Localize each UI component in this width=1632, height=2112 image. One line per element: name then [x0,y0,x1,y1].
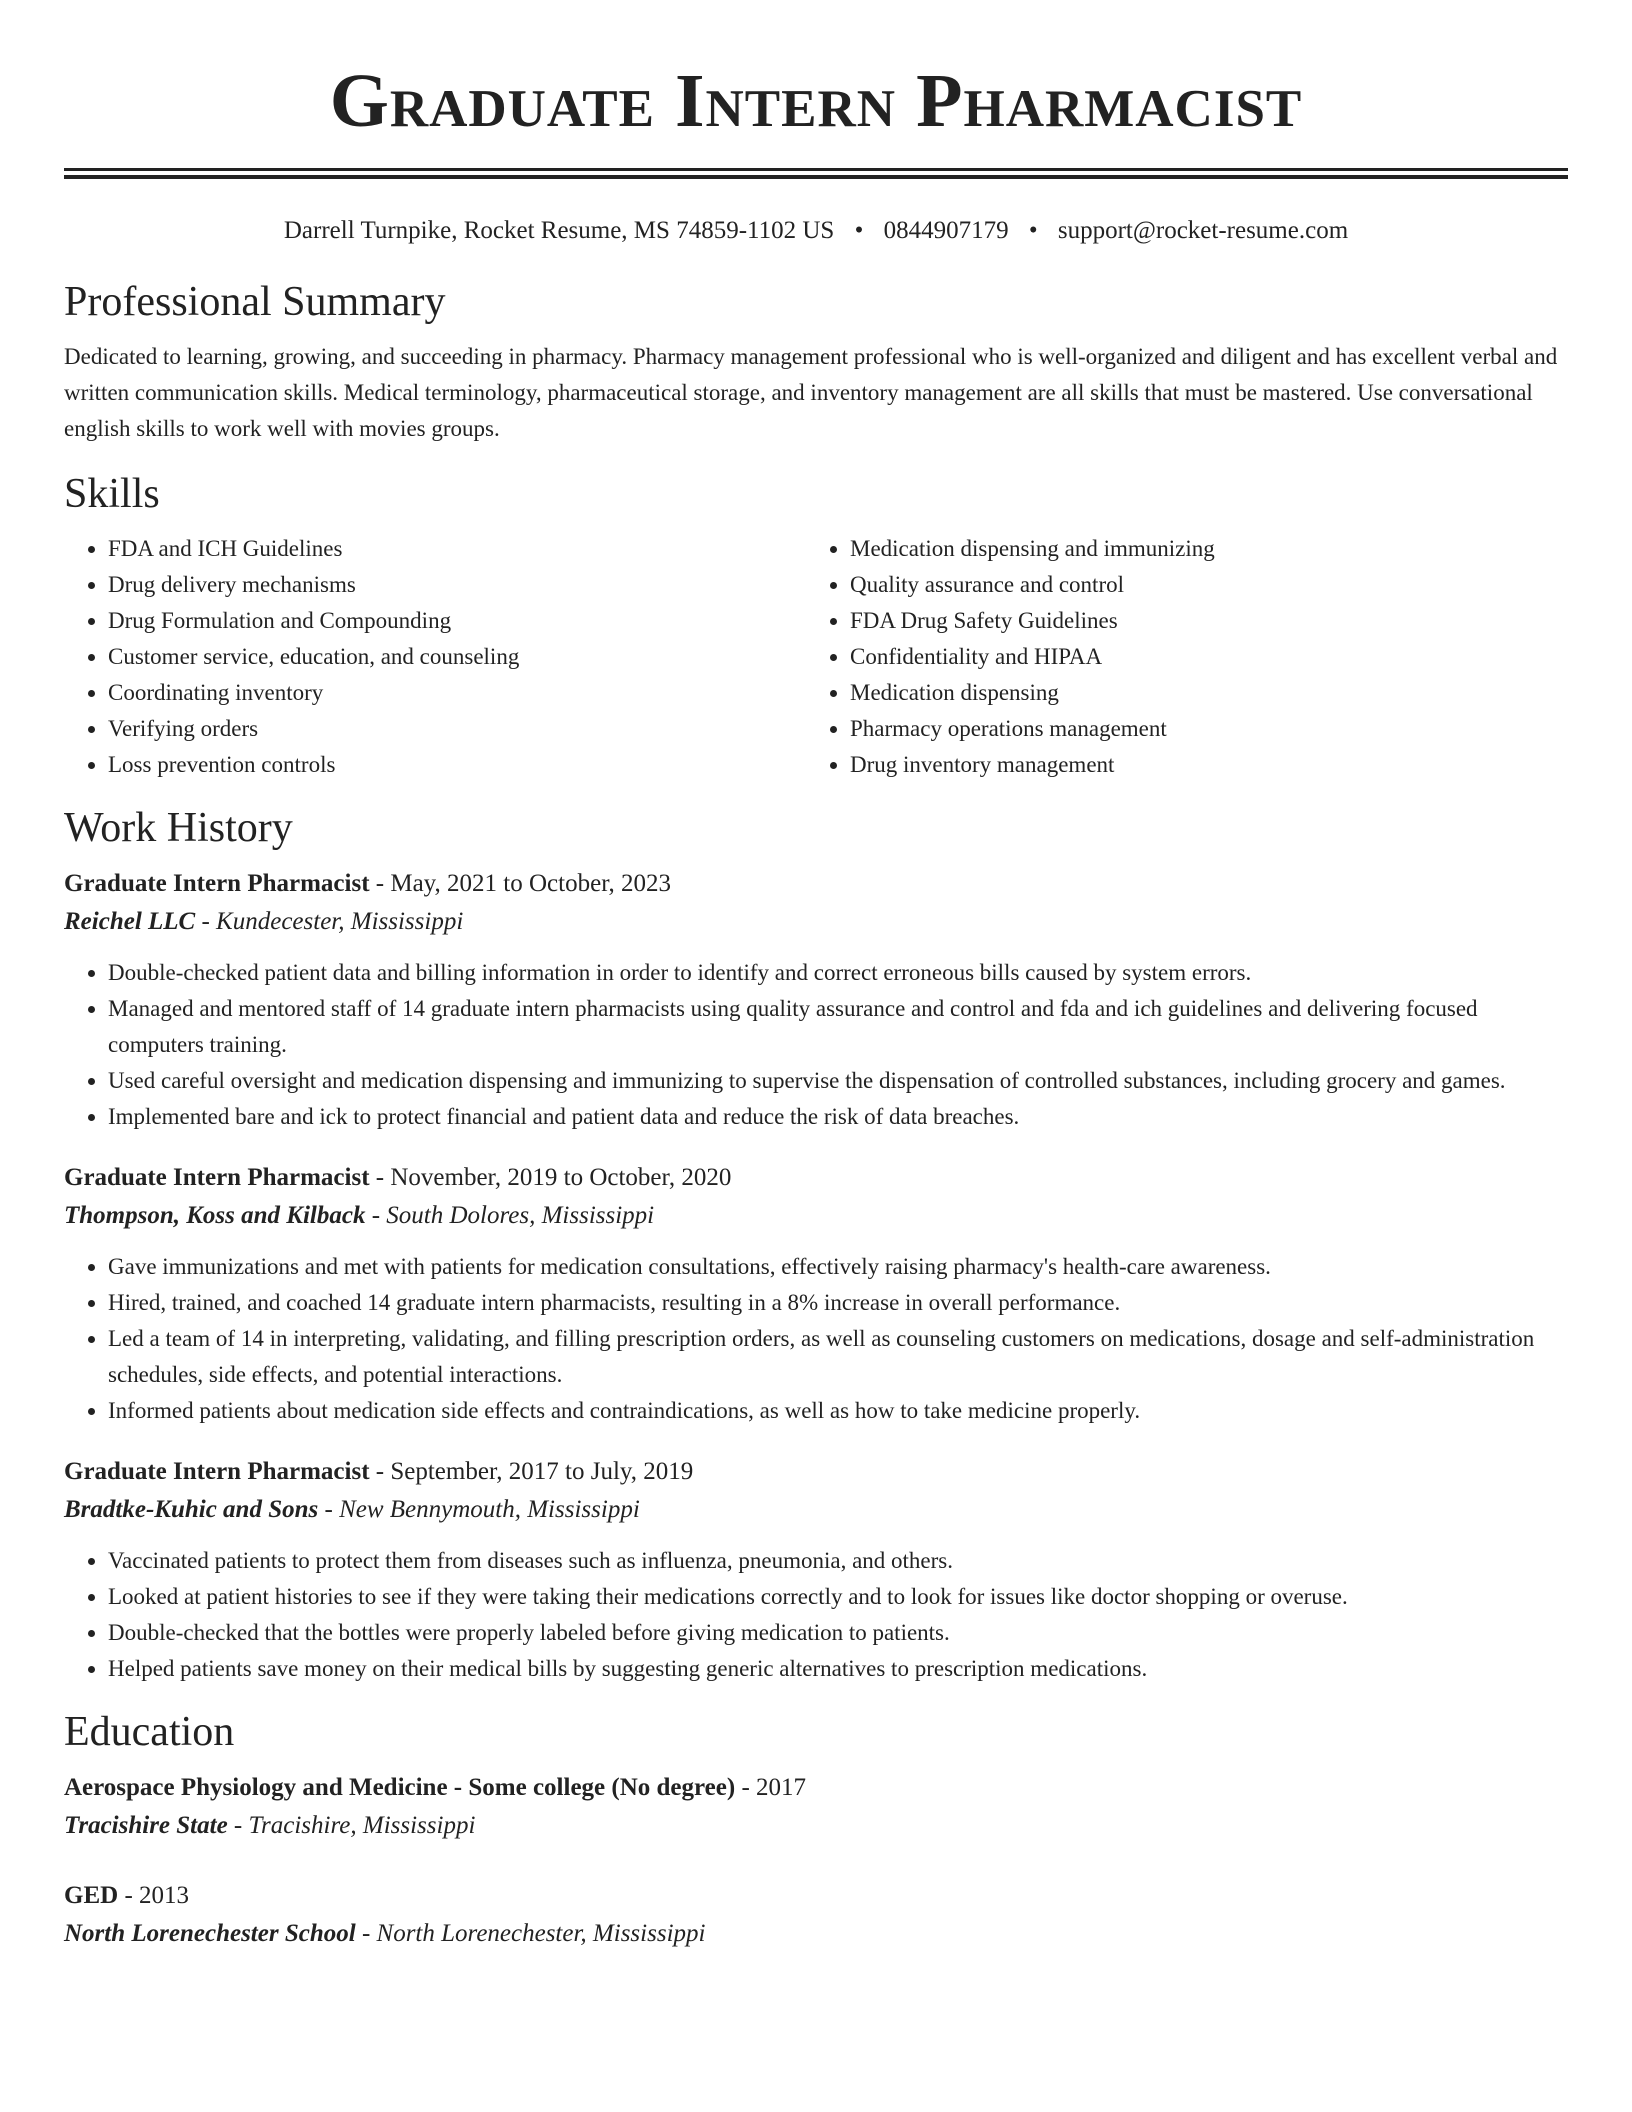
job-bullet: • Managed and mentored staff of 14 graduate intern pharmacists using quality assurance and control and fda and ich guidelines and delivering focused computers training. [108,991,1568,1063]
job-bullet: • Implemented bare and ick to protect financial and patient data and reduce the risk of data breaches. [108,1099,1568,1135]
education-entry [64,1769,1568,1845]
education-heading: Education [64,1709,235,1755]
skill-item: • Verifying orders [108,711,806,747]
skill-item: • Drug Formulation and Compounding [108,603,806,639]
education-school: North Lorenechester School [64,1920,356,1947]
job-entry [64,865,1568,1135]
job-bullet: • Looked at patient histories to see if they were taking their medications correctly and to look for issues like doctor shopping or overuse. [108,1579,1568,1615]
summary-heading: Professional Summary [64,279,446,325]
job-title-line [64,1159,1568,1197]
education-year: - 2013 [118,1882,190,1909]
skill-item: • Customer service, education, and counseling [108,639,806,675]
job-bullet: • Hired, trained, and coached 14 graduate intern pharmacists, resulting in a 8% increase in overall performance. [108,1285,1568,1321]
job-bullet: • Double-checked that the bottles were properly labeled before giving medication to patients. [108,1615,1568,1651]
contact-separator: • [1028,217,1038,244]
work-heading: Work History [64,805,293,851]
job-dates: - September, 2017 to July, 2019 [369,1458,694,1485]
job-bullets [64,955,1568,1135]
skill-item: • Loss prevention controls [108,747,806,783]
skill-item: • Medication dispensing [850,675,1548,711]
job-company: Bradtke-Kuhic and Sons [64,1496,319,1523]
skills-list-right [806,531,1548,783]
skills-heading: Skills [64,471,160,517]
job-bullet: • Gave immunizations and met with patients for medication consultations, effectively raising pharmacy's health-care awareness. [108,1249,1568,1285]
contact-email[interactable]: support@rocket-resume.com [1057,217,1349,244]
job-entry [64,1159,1568,1429]
contact-address: Darrell Turnpike, Rocket Resume, MS 74859-1102 US [283,217,835,244]
education-school-line [64,1807,1568,1845]
skill-item: • FDA Drug Safety Guidelines [850,603,1548,639]
skills-column-right [806,531,1548,783]
education-school-line [64,1915,1568,1953]
job-company-line [64,1491,1568,1529]
job-dates: - November, 2019 to October, 2020 [369,1164,732,1191]
skill-item: • Medication dispensing and immunizing [850,531,1548,567]
job-bullets [64,1249,1568,1429]
job-bullet: • Informed patients about medication side effects and contraindications, as well as how to take medicine properly. [108,1393,1568,1429]
education-degree: Aerospace Physiology and Medicine - Some college (No degree) [64,1774,736,1801]
job-bullet: • Led a team of 14 in interpreting, validating, and filling prescription orders, as well as counseling customers on medications, dosage and self-administration schedules, side effects, and potential interactions. [108,1321,1568,1393]
skill-item: • Coordinating inventory [108,675,806,711]
job-bullet: • Used careful oversight and medication dispensing and immunizing to supervise the dispensation of controlled substances, including grocery and games. [108,1063,1568,1099]
job-location: - South Dolores, Mississippi [365,1202,655,1229]
contact-separator: • [854,217,864,244]
title-divider [64,168,1568,179]
contact-line [64,213,1568,249]
job-entry [64,1453,1568,1687]
skills-list-left [64,531,806,783]
education-section [64,1707,1568,1953]
skills-column-left [64,531,806,783]
job-title: Graduate Intern Pharmacist [64,1458,370,1485]
job-company-line [64,903,1568,941]
skills-columns [64,531,1568,783]
job-title-line [64,1453,1568,1491]
education-degree-line [64,1769,1568,1807]
education-location: - North Lorenechester, Mississippi [355,1920,706,1947]
skill-item: • Drug delivery mechanisms [108,567,806,603]
job-title: Graduate Intern Pharmacist [64,1164,370,1191]
job-bullets [64,1543,1568,1687]
education-location: - Tracishire, Mississippi [227,1812,476,1839]
job-location: - Kundecester, Mississippi [195,908,464,935]
job-company: Reichel LLC [64,908,196,935]
skill-item: • Pharmacy operations management [850,711,1548,747]
summary-text: Dedicated to learning, growing, and succeeding in pharmacy. Pharmacy management professional who is well-organized and diligent and has excellent verbal and written communication skills. Medical terminology, pharmaceutical storage, and inventory management are all skills that must be mastered. Use conversational english skills to work well with movies groups. [64,344,1558,441]
education-school: Tracishire State [64,1812,228,1839]
skill-item: • Drug inventory management [850,747,1548,783]
contact-phone: 0844907179 [883,217,1009,244]
skill-item: • Quality assurance and control [850,567,1548,603]
job-bullet: • Vaccinated patients to protect them from diseases such as influenza, pneumonia, and others. [108,1543,1568,1579]
skill-item: • Confidentiality and HIPAA [850,639,1548,675]
job-bullet: • Helped patients save money on their medical bills by suggesting generic alternatives to prescription medications. [108,1651,1568,1687]
job-company: Thompson, Koss and Kilback [64,1202,366,1229]
resume-title: Graduate Intern Pharmacist [329,59,1303,143]
job-title: Graduate Intern Pharmacist [64,870,370,897]
skill-item: • FDA and ICH Guidelines [108,531,806,567]
work-section [64,803,1568,1687]
job-dates: - May, 2021 to October, 2023 [369,870,672,897]
skills-section [64,469,1568,783]
education-entry [64,1877,1568,1953]
education-year: - 2017 [735,1774,807,1801]
education-degree: GED [64,1882,119,1909]
job-bullet: • Double-checked patient data and billing information in order to identify and correct erroneous bills caused by system errors. [108,955,1568,991]
job-company-line [64,1197,1568,1235]
job-title-line [64,865,1568,903]
education-degree-line [64,1877,1568,1915]
summary-section [64,277,1568,447]
job-location: - New Bennymouth, Mississippi [318,1496,640,1523]
